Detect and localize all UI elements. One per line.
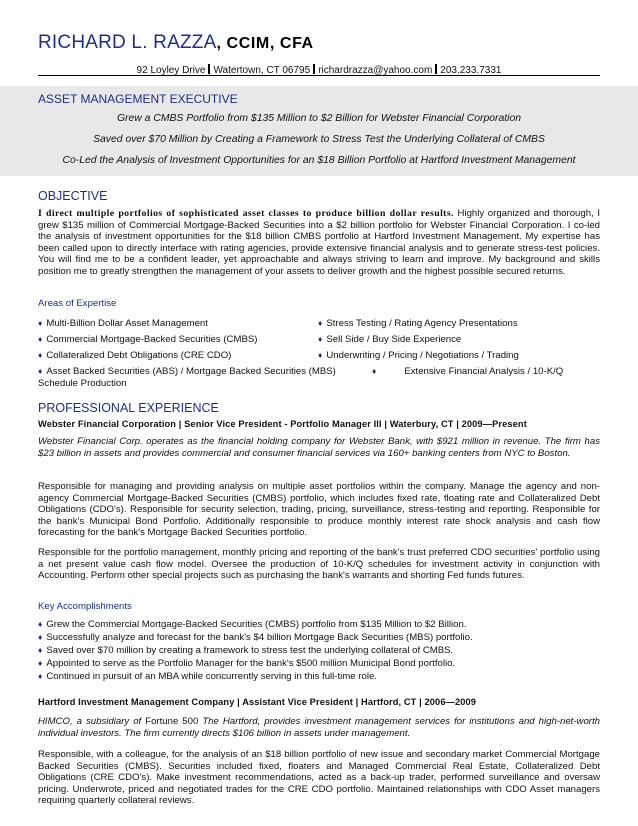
- fortune-500-text: Fortune 500: [145, 716, 199, 727]
- credentials-text: , CCIM, CFA: [216, 35, 314, 52]
- email-link[interactable]: richardrazza@yahoo.com: [318, 65, 433, 76]
- expertise-title: Areas of Expertise: [38, 298, 117, 309]
- diamond-icon: ♦: [38, 632, 43, 642]
- diamond-icon: ♦: [38, 318, 43, 328]
- accomplishment-item: ♦ Grew the Commercial Mortgage-Backed Securities (CMBS) portfolio from $135 Million to $2 Billion.: [38, 619, 467, 630]
- expertise-item: ♦ Commercial Mortgage-Backed Securities (CMBS): [38, 334, 258, 345]
- separator: [435, 64, 437, 74]
- accomplishments-title: Key Accomplishments: [38, 601, 132, 612]
- job1-paragraph-2: Responsible for the portfolio management, monthly pricing and reporting of the bank's trust preferred CDO securities' portfolio using a net present value cash flow model. Oversee the production of 10-K/Q schedules for investment activity in conjunction with Accounting. Perform other special projects such as purchasing the bank's warrants and shorting Fed funds futures.: [38, 547, 600, 581]
- summary-line-3: Co-Led the Analysis of Investment Opportunities for an $18 Billion Portfolio at Hartford Investment Management: [62, 155, 576, 166]
- summary-line-1: Grew a CMBS Portfolio from $135 Million to $2 Billion for Webster Financial Corporation: [116, 113, 522, 124]
- accomplishment-item: ♦ Continued in pursuit of an MBA while concurrently serving in this full-time role.: [38, 671, 377, 682]
- name-text: RICHARD L. RAZZA: [38, 32, 217, 53]
- expertise-item: ♦ Asset Backed Securities (ABS) / Mortgage Backed Securities (MBS): [38, 366, 336, 377]
- objective-title: OBJECTIVE: [38, 189, 108, 203]
- separator: [313, 64, 315, 74]
- diamond-icon: ♦: [38, 671, 43, 681]
- diamond-icon: ♦: [38, 366, 43, 376]
- contact-line: [38, 64, 600, 76]
- experience-title: PROFESSIONAL EXPERIENCE: [38, 401, 219, 415]
- job1-paragraph-1: Responsible for managing and providing analysis on multiple asset portfolios within the company. Manage the agency and non-agency Commercial Mortgage-Backed Securities (CMBS) portfolio, which includes fixed rate, floating rate and Collateralized Debt Obligations (CDO's). Responsible for security selection, trading, pricing, surveillance, stress-testing and reporting. Responsible for the bank's Municipal Bond Portfolio. Additionally responsible to produce monthly interest rate shock analysis and cash flow forecasting for the bank's Mortgage Backed Securities portfolio.: [38, 481, 600, 538]
- summary-line-2: Saved over $70 Million by Creating a Framework to Stress Test the Underlying Collateral of CMBS: [93, 134, 545, 145]
- objective-lead: I direct multiple portfolios of sophisticated asset classes to produce billion dollar results.: [38, 208, 454, 219]
- accomplishment-item: ♦ Saved over $70 million by creating a framework to stress test the underlying collateral of CMBS.: [38, 645, 454, 656]
- expertise-item: ♦ Extensive Financial Analysis / 10-K/Q: [372, 366, 564, 377]
- job1-intro: Webster Financial Corp. operates as the financial holding company for Webster Bank, with $921 million in revenue. The firm has $23 billion in assets and provides commercial and consumer financial services via 160+ banking centers from NYC to Boston.: [38, 436, 600, 459]
- diamond-icon: ♦: [372, 366, 377, 376]
- diamond-icon: ♦: [38, 645, 43, 655]
- job2-paragraph-1: Responsible, with a colleague, for the analysis of an $18 billion portfolio of new issue and secondary market Commercial Mortgage Backed Securities (CMBS). Securities included fixed, floaters and Managed Commercial Real Estate, Collateralized Debt Obligations (CRE CDO's). Make investment recommendations, acted as a back-up trader, performed surveillance and oversaw pricing. Underwrote, priced and negotiated trades for the CRE CDO portfolio. Maintained relationships with CDO Asset managers requiring quarterly collateral reviews.: [38, 749, 600, 806]
- separator: [208, 64, 210, 74]
- expertise-item: ♦ Underwriting / Pricing / Negotiations / Trading: [318, 350, 519, 361]
- diamond-icon: ♦: [38, 619, 43, 629]
- expertise-item: ♦ Collateralized Debt Obligations (CRE CDO): [38, 350, 232, 361]
- expertise-wrap: Schedule Production: [38, 378, 127, 389]
- accomplishment-item: ♦ Appointed to serve as the Portfolio Manager for the bank's $500 million Municipal Bond portfolio.: [38, 658, 456, 669]
- diamond-icon: ♦: [38, 350, 43, 360]
- address-text: 92 Loyley Drive: [136, 65, 206, 76]
- job2-heading: Hartford Investment Management Company | Assistant Vice President | Hartford, CT | 2006—2009: [38, 697, 477, 707]
- candidate-name: [38, 32, 314, 54]
- objective-paragraph: [38, 208, 600, 277]
- phone-text: 203.233.7331: [440, 65, 502, 76]
- diamond-icon: ♦: [318, 334, 323, 344]
- diamond-icon: ♦: [38, 658, 43, 668]
- job2-intro: HIMCO, a subsidiary of Fortune 500 The Hartford, provides investment management services for institutions and high-net-worth individual investors. The firm currently directs $106 billion in assets under management.: [38, 716, 600, 739]
- expertise-item: ♦ Stress Testing / Rating Agency Presentations: [318, 318, 518, 329]
- city-text: Watertown, CT 06795: [213, 65, 311, 76]
- expertise-item: ♦ Multi-Billion Dollar Asset Management: [38, 318, 208, 329]
- diamond-icon: ♦: [318, 318, 323, 328]
- objective-text: Highly organized and thorough, I grew $135 million of Commercial Mortgage-Backed Securities into a $2 billion portfolio for Webster Financial Corporation. I co-led the analysis of investment opportunities for the $18 billion CMBS portfolio at Hartford Investment Management. My expertise has been called upon to directly interface with rating agencies, provide extensive financial analysis and to generate stress-test policies. You will find me to be a confident leader, yet approachable and always striving to learn and improve. My background and skills position me to greatly strengthen the management of your assets to deliver growth and the highest possible secured returns.: [38, 208, 600, 277]
- accomplishment-item: ♦ Successfully analyze and forecast for the bank's $4 billion Mortgage Back Securities (MBS) portfolio.: [38, 632, 473, 643]
- job1-heading: Webster Financial Corporation | Senior Vice President - Portfolio Manager III | Waterbury, CT | 2009—Present: [38, 419, 527, 429]
- diamond-icon: ♦: [38, 334, 43, 344]
- expertise-item: ♦ Sell Side / Buy Side Experience: [318, 334, 462, 345]
- summary-title: ASSET MANAGEMENT EXECUTIVE: [38, 92, 238, 106]
- diamond-icon: ♦: [318, 350, 323, 360]
